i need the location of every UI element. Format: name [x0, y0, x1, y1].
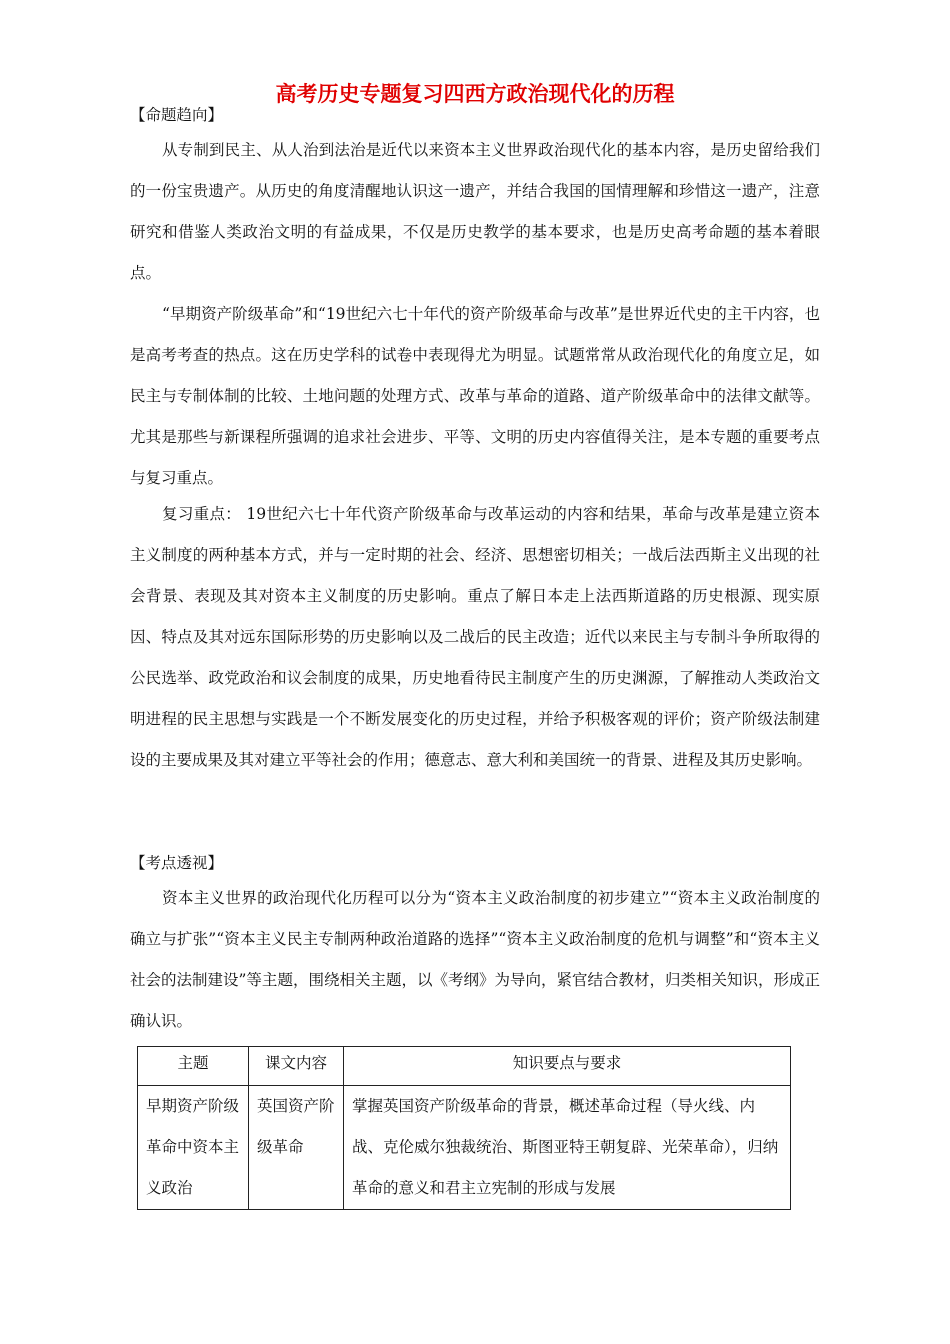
table-header-lesson: 课文内容: [249, 1047, 344, 1086]
analysis-paragraph: 资本主义世界的政治现代化历程可以分为“资本主义政治制度的初步建立”“资本主义政治制度的确立与扩张”“资本主义民主专制两种政治道路的选择”“资本主义政治制度的危机与调整”和“资本主义社会的法制建设”等主题，围绕相关主题，以《考纲》为导向，紧官结合教材，归类相关知识，形成正确认识。: [130, 889, 820, 1030]
analysis-heading: 【考点透视】: [130, 854, 224, 872]
table-header-points: 知识要点与要求: [344, 1047, 791, 1086]
table-row: [138, 1086, 791, 1210]
knowledge-table: [137, 1046, 791, 1210]
trend-paragraph-2: “早期资产阶级革命”和“19世纪六七十年代的资产阶级革命与改革”是世界近代史的主干内容，也是高考考查的热点。这在历史学科的试卷中表现得尤为明显。试题常常从政治现代化的角度立足，如民主与专制体制的比较、土地问题的处理方式、改革与革命的道路、道产阶级革命中的法律文献等。尤其是那些与新课程所强调的追求社会进步、平等、文明的历史内容值得关注，是本专题的重要考点与复习重点。: [130, 305, 820, 487]
table-header-row: [138, 1047, 791, 1086]
document-title: 高考历史专题复习四西方政治现代化的历程: [275, 81, 675, 106]
trend-paragraph-3: 复习重点： 19世纪六七十年代资产阶级革命与改革运动的内容和结果，革命与改革是建立资本主义制度的两种基本方式，并与一定时期的社会、经济、思想密切相关；一战后法西斯主义出现的社会背景、表现及其对资本主义制度的历史影响。重点了解日本走上法西斯道路的历史根源、现实原因、特点及其对远东国际形势的历史影响以及二战后的民主改造；近代以来民主与专制斗争所取得的公民选举、政党政治和议会制度的成果，历史地看待民主制度产生的历史渊源，了解推动人类政治文明进程的民主思想与实践是一个不断发展变化的历史过程，并给予积极客观的评价；资产阶级法制建设的主要成果及其对建立平等社会的作用；德意志、意大利和美国统一的背景、进程及其历史影响。: [130, 505, 820, 769]
table-cell-points: 掌握英国资产阶级革命的背景，概述革命过程（导火线、内战、克伦威尔独裁统治、斯图亚特王朝复辟、光荣革命），归纳革命的意义和君主立宪制的形成与发展: [344, 1086, 791, 1210]
trend-paragraph-1: 从专制到民主、从人治到法治是近代以来资本主义世界政治现代化的基本内容，是历史留给我们的一份宝贵遗产。从历史的角度清醒地认识这一遗产，并结合我国的国情理解和珍惜这一遗产，注意研究和借鉴人类政治文明的有益成果，不仅是历史教学的基本要求，也是历史高考命题的基本着眼点。: [130, 141, 820, 282]
trend-heading: 【命题趋向】: [130, 106, 224, 124]
table-cell-topic: 早期资产阶级革命中资本主义政治: [138, 1086, 249, 1210]
table-cell-lesson: 英国资产阶级革命: [249, 1086, 344, 1210]
table-header-topic: 主题: [138, 1047, 249, 1086]
